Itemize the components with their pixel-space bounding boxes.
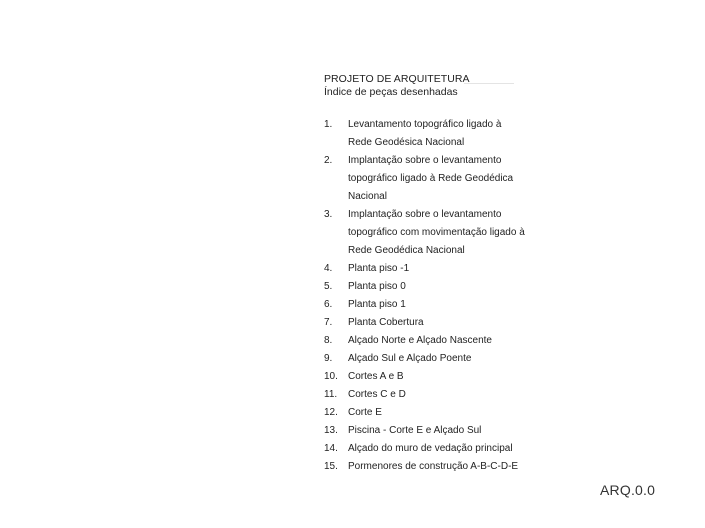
index-item-number: 9. xyxy=(324,353,333,364)
index-item-text: Alçado Norte e Alçado Nascente xyxy=(348,335,492,346)
index-item xyxy=(324,350,564,368)
index-item-number: 13. xyxy=(324,425,338,436)
index-item xyxy=(324,116,564,152)
index-item-text: Alçado Sul e Alçado Poente xyxy=(348,353,472,364)
index-item-text: topográfico com movimentação ligado à xyxy=(348,227,525,238)
index-item-text: Rede Geodésica Nacional xyxy=(348,137,465,148)
drawings-index-list xyxy=(324,116,564,476)
index-item-text: Alçado do muro de vedação principal xyxy=(348,443,513,454)
index-item xyxy=(324,278,564,296)
index-item xyxy=(324,296,564,314)
index-item-text: Corte E xyxy=(348,407,382,418)
title-rule xyxy=(464,83,514,84)
index-item-number: 10. xyxy=(324,371,338,382)
index-item-text: topográfico ligado à Rede Geodédica xyxy=(348,173,514,184)
project-title: PROJETO DE ARQUITETURA xyxy=(324,73,470,85)
index-item-number: 15. xyxy=(324,461,338,472)
index-item-text: Implantação sobre o levantamento xyxy=(348,209,502,220)
index-item-text: Planta piso 0 xyxy=(348,281,406,292)
index-item-text: Piscina - Corte E e Alçado Sul xyxy=(348,425,482,436)
index-item-text: Planta Cobertura xyxy=(348,317,424,328)
index-item xyxy=(324,386,564,404)
index-item-text: Planta piso 1 xyxy=(348,299,406,310)
index-item-number: 6. xyxy=(324,299,333,310)
index-item xyxy=(324,314,564,332)
sheet-code: ARQ.0.0 xyxy=(600,482,656,498)
index-item-number: 3. xyxy=(324,209,333,220)
index-item-text: Cortes C e D xyxy=(348,389,406,400)
index-item-text: Planta piso -1 xyxy=(348,263,410,274)
index-subtitle: Índice de peças desenhadas xyxy=(324,86,458,98)
index-item-text: Levantamento topográfico ligado à xyxy=(348,119,502,130)
index-item-text: Pormenores de construção A-B-C-D-E xyxy=(348,461,519,472)
index-item xyxy=(324,458,564,476)
index-item-number: 7. xyxy=(324,317,333,328)
index-item-text: Implantação sobre o levantamento xyxy=(348,155,502,166)
index-item-number: 11. xyxy=(324,389,338,400)
index-item-number: 4. xyxy=(324,263,333,274)
index-item-number: 14. xyxy=(324,443,338,454)
index-item xyxy=(324,152,564,206)
index-item-number: 2. xyxy=(324,155,333,166)
index-item-text: Rede Geodédica Nacional xyxy=(348,245,465,256)
index-item-text: Nacional xyxy=(348,191,387,202)
index-item xyxy=(324,206,564,260)
index-item-number: 8. xyxy=(324,335,333,346)
index-item xyxy=(324,404,564,422)
index-item-text: Cortes A e B xyxy=(348,371,404,382)
index-item xyxy=(324,368,564,386)
index-item xyxy=(324,440,564,458)
index-item-number: 12. xyxy=(324,407,338,418)
index-item xyxy=(324,332,564,350)
index-item-number: 1. xyxy=(324,119,333,130)
index-item-number: 5. xyxy=(324,281,333,292)
index-item xyxy=(324,422,564,440)
index-item xyxy=(324,260,564,278)
title-block xyxy=(324,73,514,99)
